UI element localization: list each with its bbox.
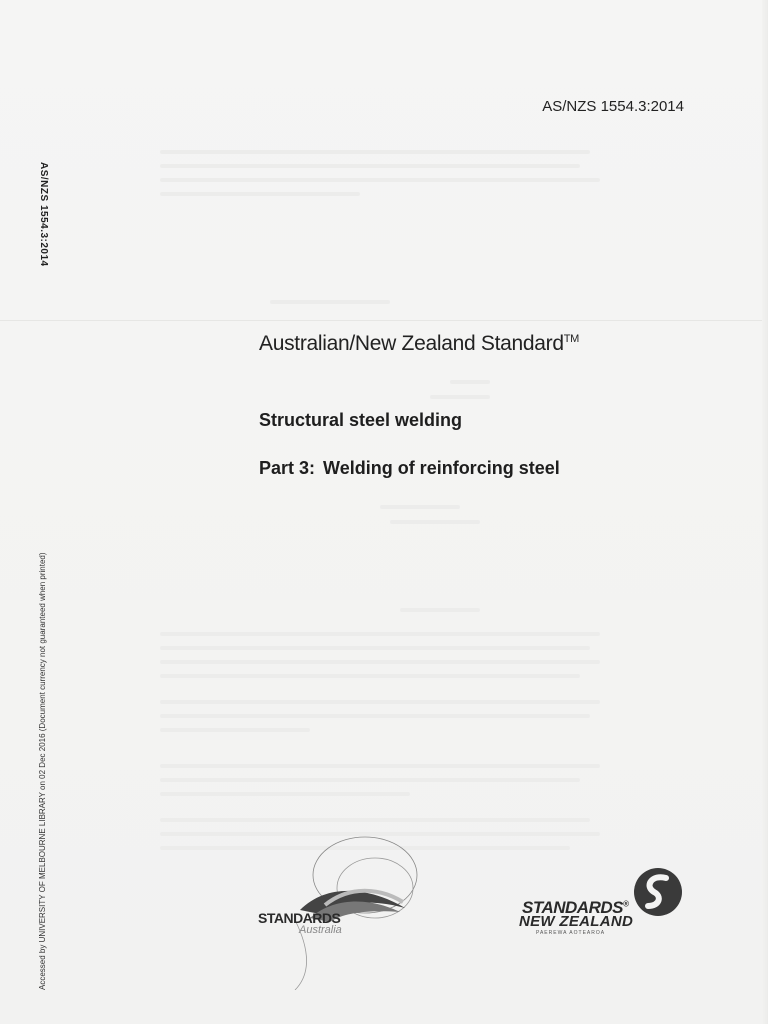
access-watermark-note: Accessed by UNIVERSITY OF MELBOURNE LIBRARY on 02 Dec 2016 (Document currency not guaranteed when printed) bbox=[38, 552, 47, 990]
snz-registered-symbol: ® bbox=[622, 899, 629, 909]
snz-line1-text: STANDARDS bbox=[522, 898, 623, 917]
page-edge bbox=[762, 0, 768, 1024]
standards-australia-subtext: Australia bbox=[299, 924, 342, 936]
trademark-symbol: TM bbox=[563, 333, 580, 345]
standard-type-heading bbox=[259, 332, 579, 356]
standards-nz-wordmark-line2: NEW ZEALAND bbox=[519, 913, 634, 930]
document-title: Structural steel welding bbox=[259, 410, 463, 430]
document-number: AS/NZS 1554.3:2014 bbox=[542, 98, 684, 115]
spine-document-number: AS/NZS 1554.3:2014 bbox=[38, 162, 49, 267]
fold-line bbox=[0, 320, 768, 321]
standards-australia-wordmark: STANDARDS bbox=[258, 910, 341, 926]
standards-new-zealand-logo-icon bbox=[632, 866, 684, 918]
part-label: Part 3: bbox=[259, 458, 316, 478]
standard-type-text: Australian/New Zealand Standard bbox=[259, 332, 564, 355]
part-title: Welding of reinforcing steel bbox=[323, 458, 560, 478]
document-subtitle bbox=[259, 458, 560, 479]
standards-nz-wordmark-line3: PAEREWA AOTEAROA bbox=[536, 930, 606, 936]
